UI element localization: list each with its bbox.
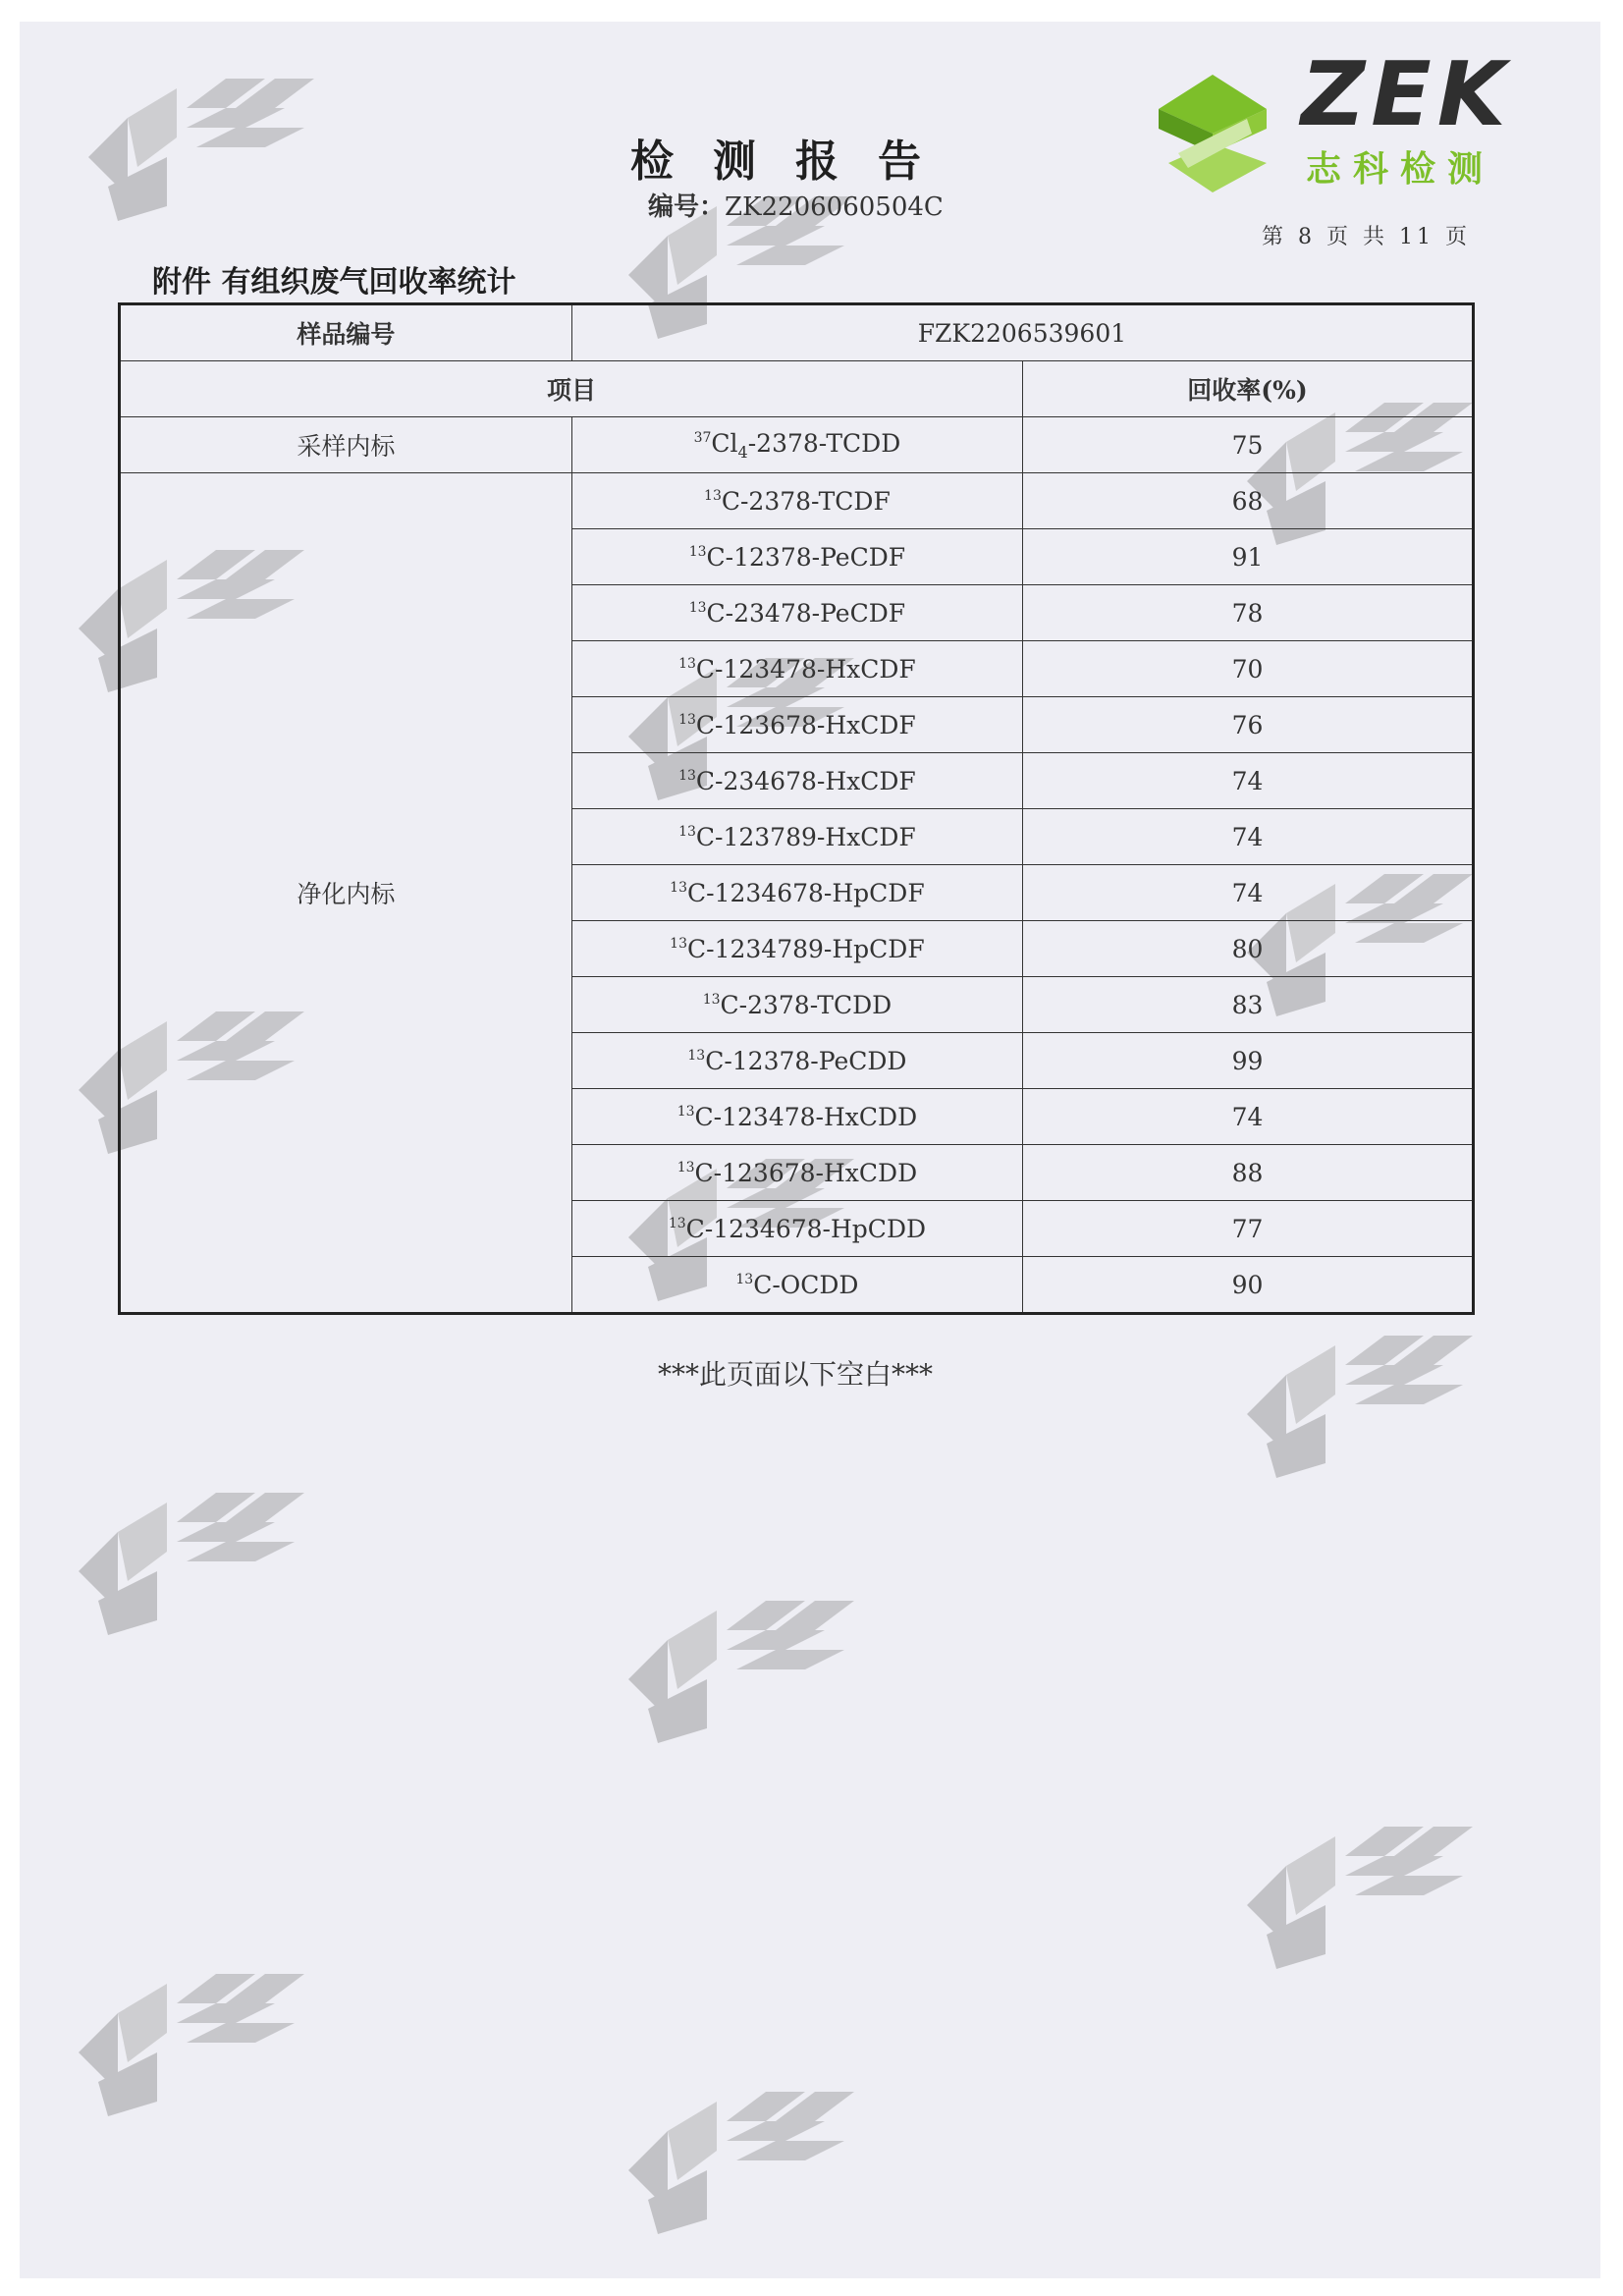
blank-page-note: ***此页面以下空白*** (657, 1358, 933, 1391)
report-number-value: ZK2206060504C (725, 192, 944, 222)
appendix-title: 附件 有组织废气回收率统计 (152, 265, 516, 300)
recovery-value: 74 (1023, 753, 1474, 809)
compound-name: $^{13}$C-123478-HxCDF (571, 641, 1022, 697)
recovery-value: 77 (1023, 1201, 1474, 1257)
recovery-value: 91 (1023, 529, 1474, 585)
recovery-value: 68 (1023, 473, 1474, 529)
recovery-value: 88 (1023, 1145, 1474, 1201)
recovery-value: 78 (1023, 585, 1474, 641)
compound-name: $^{13}$C-123678-HxCDF (571, 697, 1022, 753)
recovery-header: 回收率(%) (1023, 361, 1474, 417)
sampling-standard-label: 采样内标 (120, 417, 572, 473)
recovery-value: 74 (1023, 1089, 1474, 1145)
logo-mark-icon (1149, 55, 1276, 202)
sample-no-label: 样品编号 (120, 304, 572, 361)
sample-no-value: FZK2206539601 (571, 304, 1473, 361)
compound-name: $^{13}$C-123478-HxCDD (571, 1089, 1022, 1145)
compound-name: $^{13}$C-12378-PeCDF (571, 529, 1022, 585)
recovery-value: 76 (1023, 697, 1474, 753)
compound-name: $^{13}$C-234678-HxCDF (571, 753, 1022, 809)
report-number (648, 187, 944, 223)
recovery-value: 90 (1023, 1257, 1474, 1314)
recovery-value: 75 (1023, 417, 1474, 473)
compound-name: $^{13}$C-1234789-HpCDF (571, 921, 1022, 977)
recovery-table (118, 302, 1475, 1315)
recovery-value: 74 (1023, 865, 1474, 921)
compound-name: $^{37}Cl_4-2378$-TCDD (571, 417, 1022, 473)
recovery-value: 74 (1023, 809, 1474, 865)
compound-name: $^{13}$C-1234678-HpCDF (571, 865, 1022, 921)
table-row (120, 304, 1474, 361)
logo-subtitle: 志科检测 (1306, 149, 1495, 190)
company-logo (1149, 43, 1542, 208)
page-info: 第 8 页 共 11 页 (1262, 225, 1471, 249)
compound-name: $^{13}$C-2378-TCDF (571, 473, 1022, 529)
table-row (120, 417, 1474, 473)
table-row (120, 473, 1474, 529)
report-number-label: 编号： (648, 192, 726, 222)
recovery-value: 83 (1023, 977, 1474, 1033)
purification-standard-label: 净化内标 (120, 473, 572, 1314)
compound-name: $^{13}$C-123678-HxCDD (571, 1145, 1022, 1201)
logo-wordmark: ZEK (1301, 43, 1512, 146)
compound-name: $^{13}$C-OCDD (571, 1257, 1022, 1314)
table-header-row (120, 361, 1474, 417)
compound-name: $^{13}$C-23478-PeCDF (571, 585, 1022, 641)
compound-name: $^{13}$C-12378-PeCDD (571, 1033, 1022, 1089)
compound-name: $^{13}$C-123789-HxCDF (571, 809, 1022, 865)
compound-name: $^{13}$C-2378-TCDD (571, 977, 1022, 1033)
recovery-value: 99 (1023, 1033, 1474, 1089)
compound-name: $^{13}$C-1234678-HpCDD (571, 1201, 1022, 1257)
recovery-value: 80 (1023, 921, 1474, 977)
recovery-value: 70 (1023, 641, 1474, 697)
report-title: 检测报告 (630, 137, 960, 187)
item-header: 项目 (120, 361, 1023, 417)
